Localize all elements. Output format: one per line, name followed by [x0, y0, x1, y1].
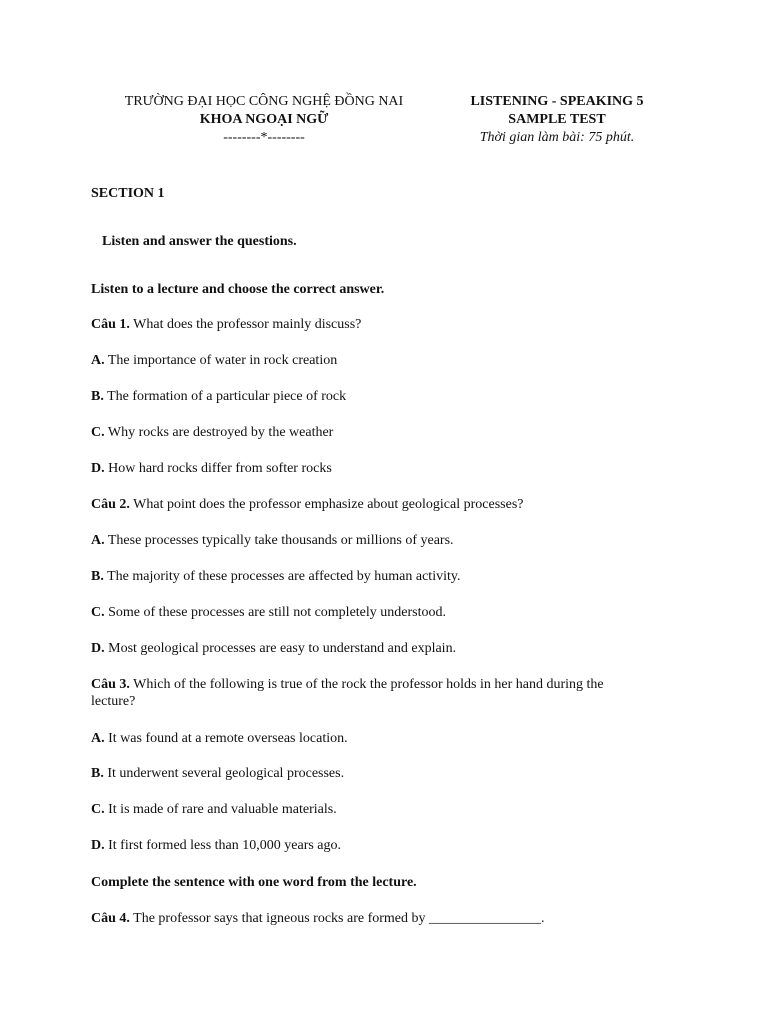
question-label: Câu 3. [91, 677, 130, 692]
question-label: Câu 4. [91, 911, 130, 926]
question-3-continued: lecture? [91, 694, 136, 709]
option-letter: D. [91, 838, 105, 853]
option-text: Some of these processes are still not completely understood. [108, 605, 446, 620]
question-2 [91, 496, 691, 513]
option-text: It was found at a remote overseas location. [108, 731, 348, 746]
question-label: Câu 1. [91, 317, 130, 332]
option-letter: C. [91, 802, 105, 817]
option-text: The importance of water in rock creation [107, 353, 338, 368]
q2-option-d [91, 640, 691, 657]
instruction-lecture: Listen to a lecture and choose the correct answer. [91, 282, 385, 297]
option-letter: C. [91, 425, 105, 440]
option-letter: C. [91, 605, 105, 620]
option-letter: B. [91, 569, 104, 584]
question-text: What does the professor mainly discuss? [133, 317, 362, 332]
q1-option-a [91, 352, 691, 369]
option-text: Why rocks are destroyed by the weather [107, 425, 334, 440]
option-text: These processes typically take thousands or millions of years. [107, 533, 454, 548]
option-letter: B. [91, 766, 104, 781]
option-letter: A. [91, 353, 105, 368]
q3-option-d [91, 837, 691, 854]
option-text: It is made of rare and valuable materials. [108, 802, 337, 817]
q2-option-a [91, 532, 691, 549]
instruction-complete: Complete the sentence with one word from the lecture. [91, 875, 417, 890]
header-divider: --------*-------- [223, 130, 305, 145]
option-letter: D. [91, 641, 105, 656]
q1-option-d [91, 460, 691, 477]
question-text: What point does the professor emphasize about geological processes? [133, 497, 524, 512]
q2-option-b [91, 568, 691, 585]
q3-option-b [91, 765, 691, 782]
q3-option-c [91, 801, 691, 818]
test-duration: Thời gian làm bài: 75 phút. [479, 130, 635, 145]
question-text: Which of the following is true of the rock the professor holds in her hand during the [133, 677, 604, 692]
option-letter: A. [91, 731, 105, 746]
question-1 [91, 316, 691, 333]
course-title: LISTENING - SPEAKING 5 [470, 94, 644, 109]
q3-option-a [91, 730, 691, 747]
header-test-block [448, 93, 666, 147]
faculty-name: KHOA NGOẠI NGỮ [199, 112, 329, 127]
test-type: SAMPLE TEST [508, 112, 606, 127]
instruction-main: Listen and answer the questions. [102, 234, 297, 249]
question-label: Câu 2. [91, 497, 130, 512]
q1-option-b [91, 388, 691, 405]
question-3 [91, 676, 691, 693]
section-title: SECTION 1 [91, 186, 165, 201]
question-4 [91, 910, 691, 927]
option-letter: A. [91, 533, 105, 548]
q2-option-c [91, 604, 691, 621]
option-text: How hard rocks differ from softer rocks [108, 461, 332, 476]
question-text: The professor says that igneous rocks are formed by ________________. [133, 911, 545, 926]
option-text: It underwent several geological processes. [107, 766, 345, 781]
option-text: Most geological processes are easy to understand and explain. [108, 641, 457, 656]
option-letter: B. [91, 389, 104, 404]
option-text: The formation of a particular piece of rock [107, 389, 347, 404]
option-letter: D. [91, 461, 105, 476]
option-text: The majority of these processes are affected by human activity. [107, 569, 461, 584]
q1-option-c [91, 424, 691, 441]
option-text: It first formed less than 10,000 years ago. [108, 838, 342, 853]
school-name: TRƯỜNG ĐẠI HỌC CÔNG NGHỆ ĐỒNG NAI [124, 94, 404, 109]
header-school-block [100, 93, 428, 147]
